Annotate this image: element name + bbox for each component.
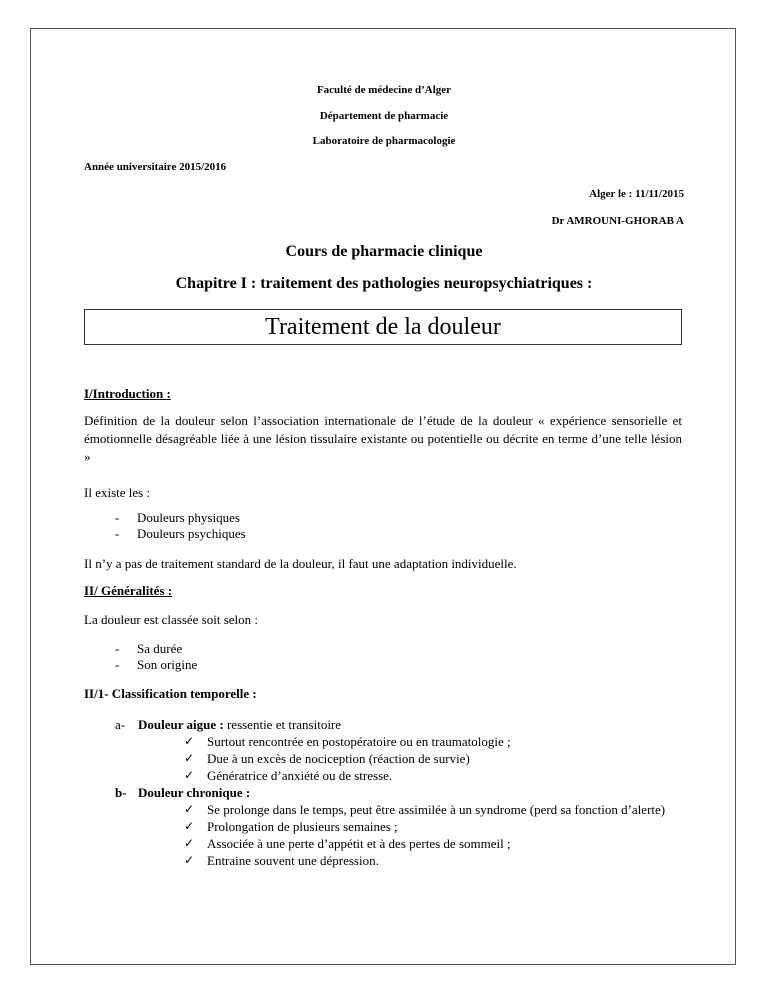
list-item: ✓ Surtout rencontrée en postopératoire ou en traumatologie ;	[184, 734, 511, 749]
classification-list	[115, 716, 704, 869]
list-item: ✓ Due à un excès de nociception (réaction de survie)	[184, 751, 470, 766]
chronic-pain-item	[115, 784, 704, 869]
check-icon: ✓	[184, 853, 195, 867]
list-item: - Sa durée	[115, 641, 197, 657]
list-item: - Douleurs physiques	[115, 510, 246, 526]
list-item: ✓ Génératrice d’anxiété ou de stresse.	[184, 768, 393, 783]
acute-pain-label: Douleur aigue :	[138, 717, 224, 732]
check-icon: ✓	[184, 819, 195, 833]
chronic-pain-points	[138, 801, 704, 869]
item-marker: a-	[115, 717, 126, 732]
academic-year: Année universitaire 2015/2016	[84, 161, 227, 173]
acute-pain-item	[115, 716, 704, 784]
list-item: ✓ Prolongation de plusieurs semaines ;	[184, 819, 398, 834]
generalites-heading: II/ Généralités :	[84, 583, 173, 598]
check-icon: ✓	[184, 768, 195, 782]
lesson-title: Traitement de la douleur	[84, 309, 682, 345]
criteria-list	[115, 641, 197, 673]
author-line: Dr AMROUNI-GHORAB A	[551, 215, 684, 227]
check-icon: ✓	[184, 734, 195, 748]
chronic-pain-label: Douleur chronique :	[138, 785, 251, 800]
date-line: Alger le : 11/11/2015	[589, 188, 684, 200]
list-item: - Son origine	[115, 657, 197, 673]
check-icon: ✓	[184, 751, 195, 765]
classified-paragraph: La douleur est classée soit selon :	[84, 612, 259, 627]
list-item: ✓ Se prolonge dans le temps, peut être assimilée à un syndrome (perd sa fonction d’alerte)	[184, 802, 666, 817]
no-standard-paragraph: Il n’y a pas de traitement standard de la douleur, il faut une adaptation individuelle.	[84, 556, 517, 571]
check-icon: ✓	[184, 802, 195, 816]
pain-types-list	[115, 510, 246, 542]
list-item: - Douleurs psychiques	[115, 526, 246, 542]
definition-paragraph: Définition de la douleur selon l’association internationale de l’étude de la douleur « expérience sensorielle et émotionnelle désagréable liée à une lésion tissulaire existante ou potentielle ou décrite en terme d’une telle lésion »	[84, 413, 682, 464]
chapter-title: Chapitre I : traitement des pathologies neuropsychiatriques :	[175, 275, 593, 292]
acute-pain-points	[138, 733, 704, 784]
laboratory-line: Laboratoire de pharmacologie	[312, 135, 456, 147]
faculty-line: Faculté de médecine d’Alger	[316, 84, 452, 96]
list-item: ✓ Entraine souvent une dépression.	[184, 853, 379, 868]
exists-intro: Il existe les :	[84, 485, 151, 500]
course-title: Cours de pharmacie clinique	[285, 243, 483, 260]
department-line: Département de pharmacie	[319, 110, 449, 122]
item-marker: b-	[115, 785, 127, 800]
acute-pain-desc: ressentie et transitoire	[223, 717, 342, 732]
classification-heading: II/1- Classification temporelle :	[84, 686, 257, 701]
intro-heading: I/Introduction :	[84, 386, 171, 401]
list-item: ✓ Associée à une perte d’appétit et à des pertes de sommeil ;	[184, 836, 511, 851]
check-icon: ✓	[184, 836, 195, 850]
